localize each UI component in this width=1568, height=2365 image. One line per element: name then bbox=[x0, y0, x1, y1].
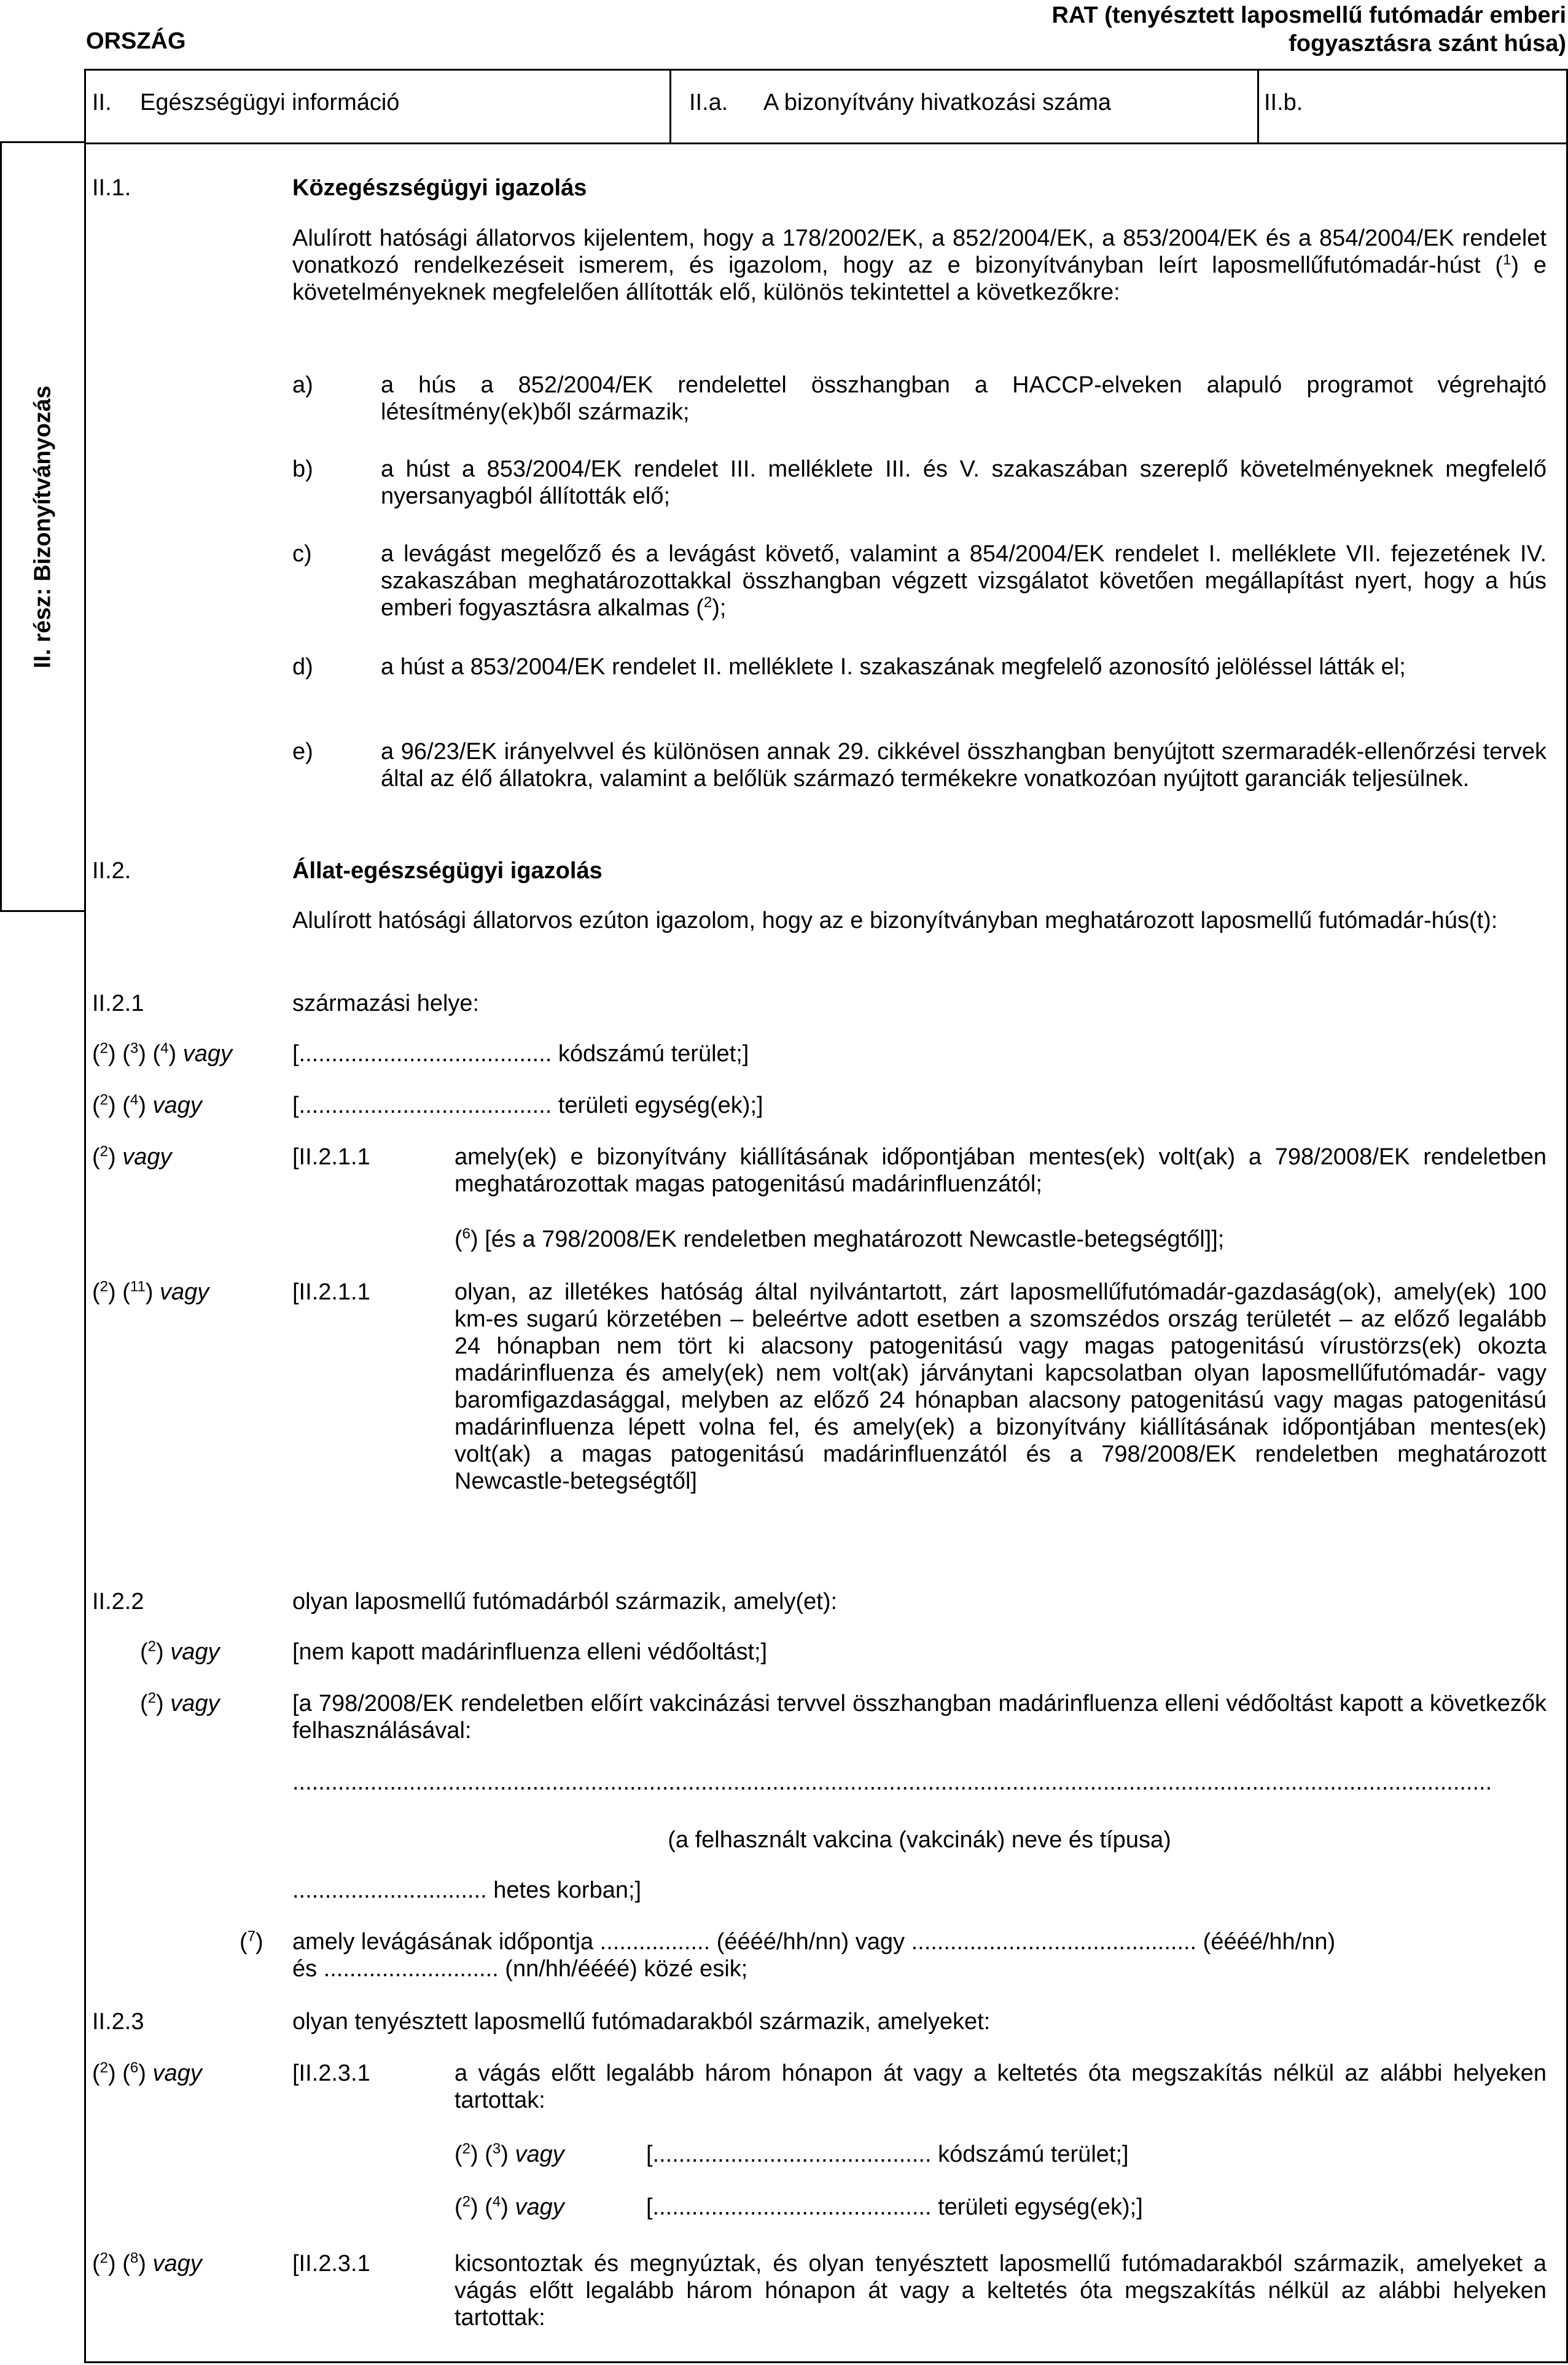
section-row-separator-2 bbox=[1257, 69, 1259, 144]
vagy-label: vagy bbox=[515, 2141, 564, 2167]
vaccine-caption: (a felhasznált vakcina (vakcinák) neve és típusa) bbox=[668, 1827, 1171, 1853]
keeping1-text: a vágás előtt legalább három hónapon át vagy a keltetés óta megszakítás nélkül az alábbi helyeken tartottak: bbox=[454, 2060, 1547, 2113]
certificate-title-line2: fogyasztásra szánt húsa) bbox=[1289, 31, 1566, 56]
fn: 3 bbox=[492, 2140, 501, 2157]
item-c-footnote: 2 bbox=[703, 594, 712, 611]
vagy-label: vagy bbox=[170, 1691, 220, 1716]
option-label-234: ($^2$) ($^3$) ($^4$) vagy bbox=[92, 1040, 232, 1067]
s22-text: olyan laposmellű futómadárból származik, amely(et): bbox=[292, 1589, 838, 1615]
s23-number: II.2.3 bbox=[92, 2009, 144, 2035]
vacc-label-1: ($^2$) vagy bbox=[140, 1638, 220, 1665]
frame-bottom-border bbox=[84, 2361, 1568, 2363]
item-letter-a: a) bbox=[292, 372, 313, 398]
fn: 2 bbox=[462, 2140, 471, 2157]
fn: 11 bbox=[130, 1278, 146, 1295]
keeping2-text: kicsontoztak és megnyúztak, és olyan tenyésztett laposmellű futómadarakból származik, amelyeket a vágás előtt legalább három hónapon át vagy a keltetés óta megszakítás nélkül az alábbi helyeken tartottak: bbox=[454, 2251, 1547, 2331]
slaughter-date bbox=[292, 1928, 1547, 1982]
vagy-label: vagy bbox=[152, 2251, 202, 2277]
fn: 6 bbox=[130, 2059, 139, 2076]
keeping-label-234: ($^2$) ($^3$) vagy bbox=[454, 2140, 564, 2167]
condition1-note-text: ) [és a 798/2008/EK rendeletben meghatározott Newcastle-betegségtől]]; bbox=[470, 1226, 1225, 1252]
fn: 2 bbox=[99, 2059, 109, 2076]
condition1-text: amely(ek) e bizonyítvány kiállításának időpontjában mentes(ek) volt(ak) a 798/2008/EK rendeletben meghatározottak magas patogenitású madárinfluenzától; bbox=[454, 1144, 1547, 1197]
item-text-a: a hús a 852/2004/EK rendelettel összhangban a HACCP-elveken alapuló programot végrehajtó létesítmény(ek)ből származik; bbox=[381, 372, 1547, 425]
condition1-ref: [II.2.1.1 bbox=[292, 1144, 370, 1170]
fn: 2 bbox=[462, 2193, 471, 2210]
fn: 8 bbox=[130, 2250, 139, 2267]
vagy-label: vagy bbox=[515, 2194, 564, 2220]
vaccine-weeks: .............................. hetes korban;] bbox=[292, 1877, 642, 1903]
item-text-c-part-a: a levágást megelőző és a levágást követő, valamint a 854/2004/EK rendelet I. melléklete VII. fejezetének IV. szakaszában meghatározottakkal összhangban végzett vizsgálatot követően megállapítást nyert, hogy a hús emberi fogyasztásra alkalmas ( bbox=[381, 541, 1547, 621]
slaughter-footnote: ($^7$) bbox=[240, 1928, 263, 1955]
fn: 4 bbox=[492, 2193, 501, 2210]
fn: 7 bbox=[247, 1928, 256, 1945]
vaccine-dotted-field: ......................................................................................................................................................................................... bbox=[292, 1769, 1492, 1795]
fn: 2 bbox=[99, 1040, 109, 1057]
side-tab-bottom bbox=[0, 910, 86, 912]
country-label: ORSZÁG bbox=[86, 28, 186, 54]
fn: 2 bbox=[147, 1638, 157, 1655]
item-letter-b: b) bbox=[292, 456, 313, 482]
s1-intro-part-b: ) e követelményeknek megfelelően állították elő, különös tekintettel a következőkre: bbox=[292, 252, 1547, 305]
item-text-e: a 96/23/EK irányelvvel és különösen annak 29. cikkével összhangban benyújtott szermaradék-ellenőrzési tervek által az élő állatokra, valamint a belőlük származó termékekre vonatkozóan nyújtott garanciák teljesülnek. bbox=[381, 739, 1547, 792]
s1-heading: Közegészségügyi igazolás bbox=[292, 175, 587, 201]
b-code: II.b. bbox=[1264, 90, 1303, 115]
option-label-2: ($^2$) vagy bbox=[92, 1143, 172, 1170]
keeping-region-option: [........................................... kódszámú terület;] bbox=[646, 2141, 1129, 2167]
certificate-title-line1: RAT (tenyésztett laposmellű futómadár emberi bbox=[1051, 2, 1566, 28]
fn: 4 bbox=[160, 1040, 169, 1057]
origin-region-option: [....................................... kódszámú terület;] bbox=[292, 1041, 749, 1067]
option-label-26: ($^2$) ($^6$) vagy bbox=[92, 2059, 202, 2086]
s22-number: II.2.2 bbox=[92, 1589, 144, 1615]
s23-text: olyan tenyésztett laposmellű futómadarakból származik, amelyeket: bbox=[292, 2009, 991, 2035]
vagy-label: vagy bbox=[160, 1279, 209, 1305]
part-code: II. bbox=[92, 90, 112, 115]
option-label-28: ($^2$) ($^8$) vagy bbox=[92, 2250, 202, 2277]
fn: 3 bbox=[130, 1040, 139, 1057]
vacc-label-2: ($^2$) vagy bbox=[140, 1689, 220, 1716]
frame-left-border bbox=[84, 69, 86, 2363]
option-label-211: ($^2$) ($^{11}$) vagy bbox=[92, 1278, 209, 1305]
vagy-label: vagy bbox=[152, 1093, 202, 1118]
vacc-option-none: [nem kapott madárinfluenza elleni védőoltást;] bbox=[292, 1639, 768, 1665]
section-row-divider bbox=[84, 142, 1568, 144]
fn: 2 bbox=[99, 1278, 109, 1295]
s21-text: származási helye: bbox=[292, 991, 480, 1016]
vacc-option-plan: [a 798/2008/EK rendeletben előírt vakcinázási tervvel összhangban madárinfluenza elleni védőoltást kapott a következők felhasználásával: bbox=[292, 1691, 1547, 1744]
item-letter-c: c) bbox=[292, 541, 312, 567]
vagy-label: vagy bbox=[122, 1144, 172, 1170]
condition2-text: olyan, az illetékes hatóság által nyilvántartott, zárt laposmellűfutómadár-gazdaság(ok), amely(ek) 100 km-es sugarú körzetében – beleértve adott esetben a szomszédos ország területét – az előző legalább 24 hónapban nem tört ki alacsony patogenitású vagy magas patogenitású vírustörzs(ek) okozta madárinfluenza és amely(ek) nem volt(ak) járványtani kapcsolatban olyan laposmellűfutómadár- vagy baromfigazdasággal, melyben az előző 24 hónapban alacsony patogenitású vagy magas patogenitású madárinfluenza lépett volna fel, és amely(ek) a bizonyítvány kiállításának időpontjában mentes(ek) volt(ak) a magas patogenitású madárinfluenzától és a 798/2008/EK rendeletben meghatározott Newcastle-betegségtől] bbox=[454, 1279, 1547, 1494]
fn: 2 bbox=[99, 1091, 109, 1108]
slaughter-date-line1: amely levágásának időpontja ................. (éééé/hh/nn) vagy ............................................ (éééé/hh/nn) bbox=[292, 1929, 1336, 1955]
frame-top-border bbox=[84, 69, 1568, 71]
condition1-note: ($^6$) [és a 798/2008/EK rendeletben meghatározott Newcastle-betegségtől]]; bbox=[454, 1225, 1225, 1252]
origin-zone-option: [....................................... területi egység(ek);] bbox=[292, 1093, 763, 1118]
slaughter-date-line2: és ........................... (nn/hh/éééé) közé esik; bbox=[292, 1956, 748, 1982]
option-label-24: ($^2$) ($^4$) vagy bbox=[92, 1091, 202, 1118]
section-row-separator-1 bbox=[669, 69, 671, 144]
keeping-label-24: ($^2$) ($^4$) vagy bbox=[454, 2193, 564, 2220]
vagy-label: vagy bbox=[152, 2060, 202, 2086]
ref-label: A bizonyítvány hivatkozási száma bbox=[763, 90, 1112, 115]
vagy-label: vagy bbox=[182, 1041, 232, 1067]
s1-intro bbox=[292, 225, 1547, 306]
s2-number: II.2. bbox=[92, 858, 131, 884]
certificate-title bbox=[921, 1, 1566, 58]
condition2-ref: [II.2.1.1 bbox=[292, 1279, 370, 1305]
item-text-c-part-b: ); bbox=[712, 595, 727, 621]
part-label: Egészségügyi információ bbox=[140, 90, 400, 115]
keeping1-ref: [II.2.3.1 bbox=[292, 2060, 370, 2086]
fn: 2 bbox=[99, 2250, 109, 2267]
s2-intro: Alulírott hatósági állatorvos ezúton igazolom, hogy az e bizonyítványban meghatározott laposmellű futómadár-hús(t): bbox=[292, 908, 1498, 933]
s1-intro-footnote: 1 bbox=[1503, 251, 1511, 268]
item-text-c bbox=[381, 540, 1547, 621]
part-side-label: II. rész: Bizonyítványozás bbox=[29, 385, 56, 669]
fn: 4 bbox=[130, 1091, 139, 1108]
keeping-zone-option: [........................................... területi egység(ek);] bbox=[646, 2194, 1143, 2220]
item-letter-e: e) bbox=[292, 739, 313, 765]
s21-number: II.2.1 bbox=[92, 991, 144, 1016]
ref-code: II.a. bbox=[689, 90, 728, 115]
side-tab-top bbox=[0, 141, 86, 143]
vagy-label: vagy bbox=[170, 1639, 220, 1665]
s1-intro-part-a: Alulírott hatósági állatorvos kijelentem, hogy a 178/2002/EK, a 852/2004/EK, a 853/2004/EK és a 854/2004/EK rendelet vonatkozó rendelkezéseit ismerem, és igazolom, hogy az e bizonyítványban leírt laposmellűfutómadár-húst ( bbox=[292, 225, 1547, 278]
fn: 6 bbox=[462, 1225, 471, 1242]
item-text-b: a húst a 853/2004/EK rendelet III. melléklete III. és V. szakaszában szereplő követelményeknek megfelelő nyersanyagból állították elő; bbox=[381, 456, 1547, 509]
s2-heading: Állat-egészségügyi igazolás bbox=[292, 858, 603, 884]
item-letter-d: d) bbox=[292, 654, 313, 680]
fn: 2 bbox=[147, 1689, 157, 1707]
side-tab-left bbox=[0, 141, 2, 912]
keeping2-ref: [II.2.3.1 bbox=[292, 2251, 370, 2277]
s1-number: II.1. bbox=[92, 175, 131, 201]
fn: 2 bbox=[99, 1143, 109, 1160]
item-text-d: a húst a 853/2004/EK rendelet II. melléklete I. szakaszának megfelelő azonosító jelöléssel látták el; bbox=[381, 654, 1406, 680]
